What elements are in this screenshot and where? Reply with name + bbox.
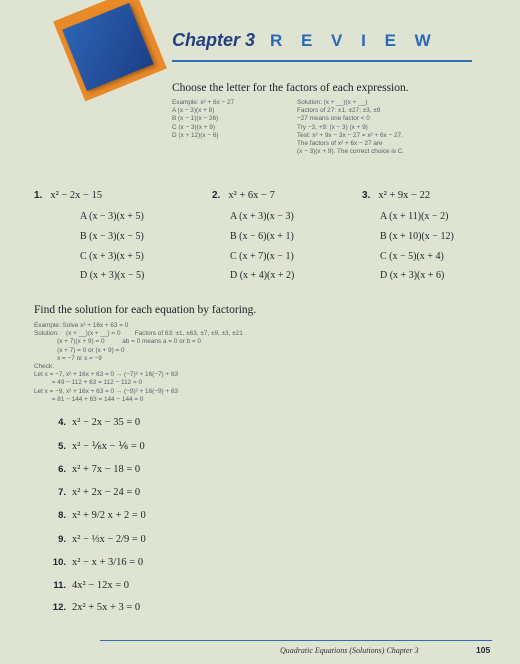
equation-12 xyxy=(48,602,140,613)
equation-number: 11. xyxy=(53,580,66,591)
problem-1-option-b[interactable]: B (x − 3)(x − 5) xyxy=(80,231,144,242)
equation-expression: x² − x + 3/16 = 0 xyxy=(72,557,144,568)
problem-3 xyxy=(362,190,430,201)
problem-expression: x² + 9x − 22 xyxy=(378,190,431,201)
problem-expression: x² + 6x − 7 xyxy=(228,190,275,201)
equation-5 xyxy=(48,440,145,452)
problem-1-option-a[interactable]: A (x − 3)(x + 5) xyxy=(80,211,144,222)
equation-expression: 4x² − 12x = 0 xyxy=(72,580,129,591)
equation-expression: x² + 9/2 x + 2 = 0 xyxy=(72,510,146,521)
equation-number: 9. xyxy=(58,534,66,545)
chapter-label: Chapter 3 xyxy=(172,30,256,50)
section1-instruction: Choose the letter for the factors of each expression. xyxy=(172,82,409,94)
equation-6 xyxy=(48,464,140,475)
equation-number: 5. xyxy=(58,441,66,452)
problem-number: 2. xyxy=(212,190,221,201)
problem-3-option-b[interactable]: B (x + 10)(x − 12) xyxy=(380,231,454,242)
header-rule xyxy=(172,60,472,62)
page-number: 105 xyxy=(476,645,491,655)
equation-number: 6. xyxy=(58,464,66,475)
equation-7 xyxy=(48,487,140,498)
equation-8 xyxy=(48,510,146,521)
problem-2-option-b[interactable]: B (x − 6)(x + 1) xyxy=(230,231,294,242)
problem-3-option-a[interactable]: A (x + 11)(x − 2) xyxy=(380,211,449,222)
equation-expression: x² + 2x − 24 = 0 xyxy=(72,487,141,498)
equation-number: 10. xyxy=(52,557,66,568)
equation-11 xyxy=(48,580,129,591)
section2-instruction: Find the solution for each equation by factoring. xyxy=(34,304,257,316)
equation-10 xyxy=(48,557,143,568)
problem-2 xyxy=(212,190,275,201)
equation-number: 7. xyxy=(58,487,66,498)
problem-1-option-c[interactable]: C (x + 3)(x + 5) xyxy=(80,251,144,262)
section2-example: Example: Solve x² + 16x + 63 = 0 Solution: (x + __)(x + __) = 0 Factors of 63: ±1, ±63, ±7, ±9, ±3, ±21 (x + 7)(x + 9) = 0 ab = 0 means a = 0 or b = 0 (x + 7) = 0 or (x + 9) = 0 x = −7 or x = −9 Check: Let x = −7, x² + 16x + 63 = 0 → (−7)² + 16(−7) + 63 = 49 − 112 + 63 = 112 − 112 = 0 Let x = −9, x² + 16x + 63 = 0 → (−9)² + 16(−9) + 63 = 81 − 144 + 63 = 144 − 144 = 0 xyxy=(34,322,243,403)
equation-expression: x² + 7x − 18 = 0 xyxy=(72,464,141,475)
problem-1 xyxy=(34,190,102,201)
problem-3-option-d[interactable]: D (x + 3)(x + 6) xyxy=(380,270,445,281)
problem-2-option-c[interactable]: C (x + 7)(x − 1) xyxy=(230,251,294,262)
section1-solution: Solution: (x + __)(x + __) Factors of 27: ±1, ±27; ±3, ±9 −27 means one factor < 0 Try −3, +9: (x − 3) (x + 9) Test: x² + 9x − 3x − 27 = x² + 6x − 27. The factors of x² + 6x − 27 are (x − 3)(x + 9). The correct choice is C. xyxy=(297,99,405,156)
problem-1-option-d[interactable]: D (x + 3)(x − 5) xyxy=(80,270,145,281)
equation-number: 4. xyxy=(58,417,66,428)
equation-expression: x² − 2x − 35 = 0 xyxy=(72,417,141,428)
review-title: R E V I E W xyxy=(270,31,438,50)
equation-4 xyxy=(48,417,140,428)
problem-number: 1. xyxy=(34,190,43,201)
problem-3-option-c[interactable]: C (x − 5)(x + 4) xyxy=(380,251,444,262)
problem-2-option-d[interactable]: D (x + 4)(x + 2) xyxy=(230,270,295,281)
equation-expression: x² − ⅓x − 2/9 = 0 xyxy=(72,534,146,545)
section1-example: Example: x² + 6x − 27 A (x − 3)(x + 8) B (x − 1)(x − 26) C (x − 3)(x + 9) D (x + 12)(x − 6) xyxy=(172,99,235,139)
footer-rule xyxy=(100,640,492,641)
problem-2-option-a[interactable]: A (x + 3)(x − 3) xyxy=(230,211,294,222)
problem-expression: x² − 2x − 15 xyxy=(50,190,103,201)
equation-9 xyxy=(48,534,146,545)
problem-number: 3. xyxy=(362,190,371,201)
equation-number: 12. xyxy=(52,602,66,613)
equation-expression: x² − ⅙x − ⅙ = 0 xyxy=(72,441,145,452)
chapter-logo xyxy=(58,10,168,90)
equation-expression: 2x² + 5x + 3 = 0 xyxy=(72,602,141,613)
running-footer: Quadratic Equations (Solutions) Chapter 3 xyxy=(280,646,419,655)
equation-number: 8. xyxy=(58,510,66,521)
